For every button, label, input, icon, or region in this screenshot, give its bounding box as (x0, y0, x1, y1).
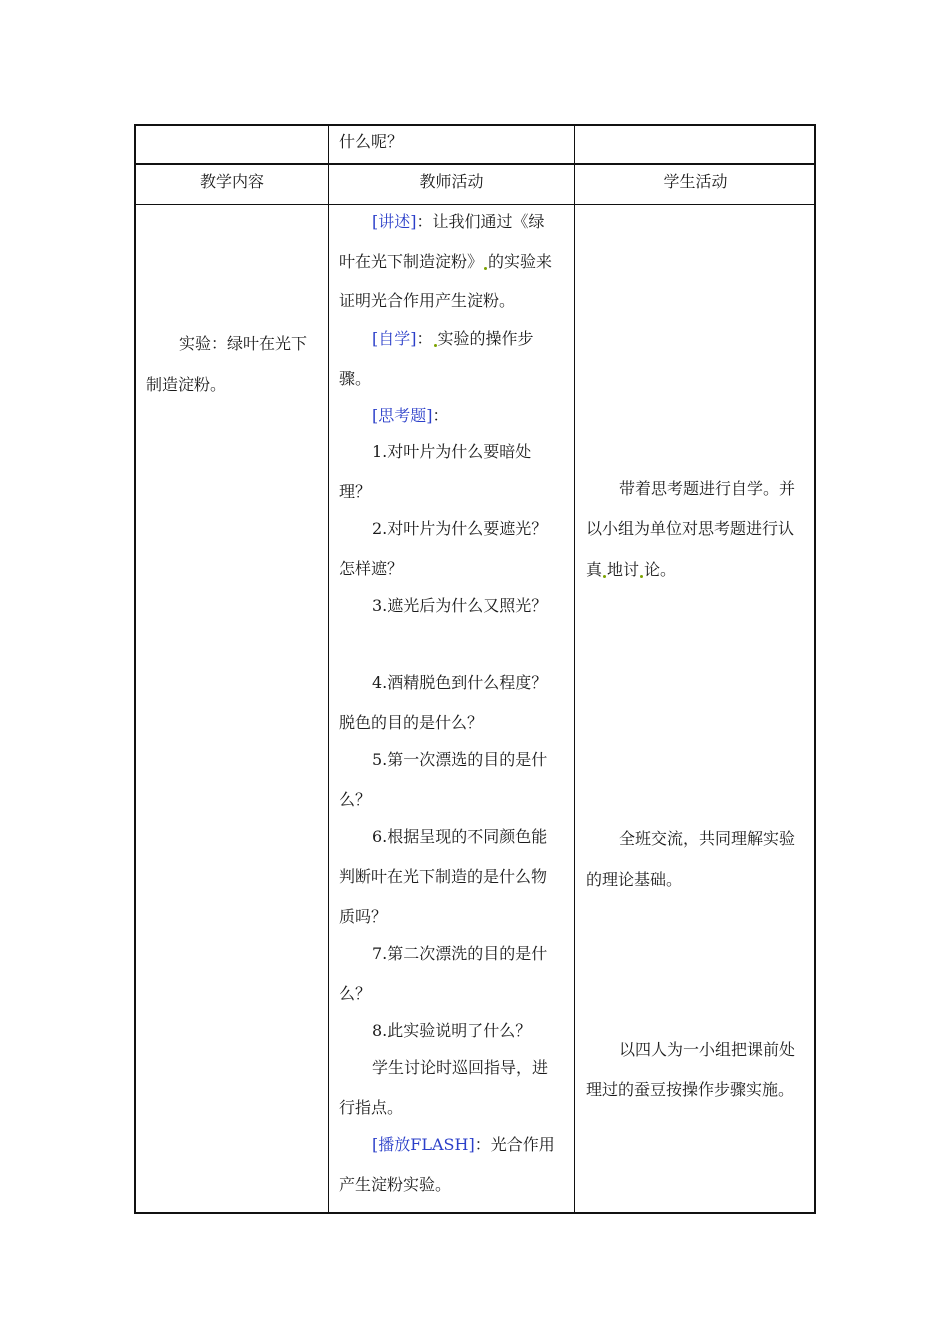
think-heading (372, 406, 449, 426)
narrate-text-2b: 的实验来 (488, 252, 553, 271)
student-2b: 的理论基础。 (586, 870, 683, 889)
guide-line-1: 学生讨论时巡回指导，进 (372, 1058, 549, 1077)
question-2a: 2.对叶片为什么要遮光？ (372, 519, 548, 538)
narrate-text-2a: 叶在光下制造淀粉》 (339, 252, 484, 271)
student-1c (586, 560, 676, 580)
lesson-table (134, 124, 816, 1214)
question-7b: 么？ (339, 984, 372, 1003)
flash-text: ：光合作用 (474, 1135, 555, 1154)
edit-mark (484, 267, 487, 270)
narrate-line-1 (372, 212, 545, 232)
content-line-1: 实验：绿叶在光下 (179, 334, 308, 353)
student-3a: 以四人为一小组把课前处 (619, 1040, 796, 1059)
question-6b: 判断叶在光下制造的是什么物 (339, 867, 548, 886)
question-3a: 3.遮光后为什么又照光？ (372, 596, 548, 615)
student-1c-c: 论。 (644, 560, 677, 579)
column-divider-1 (328, 126, 329, 1212)
question-6a: 6.根据呈现的不同颜色能 (372, 827, 548, 846)
row-divider-2 (136, 204, 814, 205)
header-content: 教学内容 (199, 172, 264, 191)
think-tag: [思考题] (372, 406, 433, 425)
continuation-text: 什么呢？ (339, 132, 404, 151)
question-5b: 么？ (339, 790, 372, 809)
column-divider-2 (574, 126, 575, 1212)
narrate-text: ：让我们通过《绿 (416, 212, 545, 231)
selfstudy-line-2: 骤。 (339, 369, 372, 388)
flash-line-2: 产生淀粉实验。 (339, 1175, 452, 1194)
selfstudy-tag: [自学] (372, 329, 417, 348)
student-1a: 带着思考题进行自学。并 (619, 479, 796, 498)
question-1b: 理？ (339, 482, 372, 501)
question-7a: 7.第二次漂洗的目的是什 (372, 944, 548, 963)
student-1c-a: 真 (586, 560, 603, 579)
question-8a: 8.此实验说明了什么？ (372, 1021, 532, 1040)
question-2b: 怎样遮？ (339, 559, 404, 578)
question-1a: 1.对叶片为什么要暗处 (372, 442, 532, 461)
selfstudy-colon: ： (416, 329, 433, 348)
narrate-tag: [讲述] (372, 212, 417, 231)
student-3b: 理过的蚕豆按操作步骤实施。 (586, 1080, 795, 1099)
edit-mark (434, 344, 437, 347)
edit-mark (603, 575, 606, 578)
think-colon: ： (432, 406, 449, 425)
edit-mark (640, 575, 643, 578)
content-line-2: 制造淀粉。 (146, 375, 227, 394)
question-5a: 5.第一次漂选的目的是什 (372, 750, 548, 769)
student-1c-b: 地讨 (607, 560, 640, 579)
narrate-line-3: 证明光合作用产生淀粉。 (339, 291, 516, 310)
question-4a: 4.酒精脱色到什么程度？ (372, 673, 548, 692)
selfstudy-text: 实验的操作步 (437, 329, 534, 348)
selfstudy-line-1 (372, 329, 534, 349)
flash-line-1 (372, 1135, 555, 1155)
header-teacher: 教师活动 (419, 172, 484, 191)
narrate-line-2 (339, 252, 552, 272)
student-2a: 全班交流，共同理解实验 (619, 829, 796, 848)
student-1b: 以小组为单位对思考题进行认 (586, 519, 795, 538)
question-6c: 质吗？ (339, 907, 388, 926)
flash-tag: [播放FLASH] (372, 1135, 475, 1154)
question-4b: 脱色的目的是什么？ (339, 713, 484, 732)
row-divider-1 (136, 163, 814, 165)
header-student: 学生活动 (663, 172, 728, 191)
guide-line-2: 行指点。 (339, 1098, 404, 1117)
